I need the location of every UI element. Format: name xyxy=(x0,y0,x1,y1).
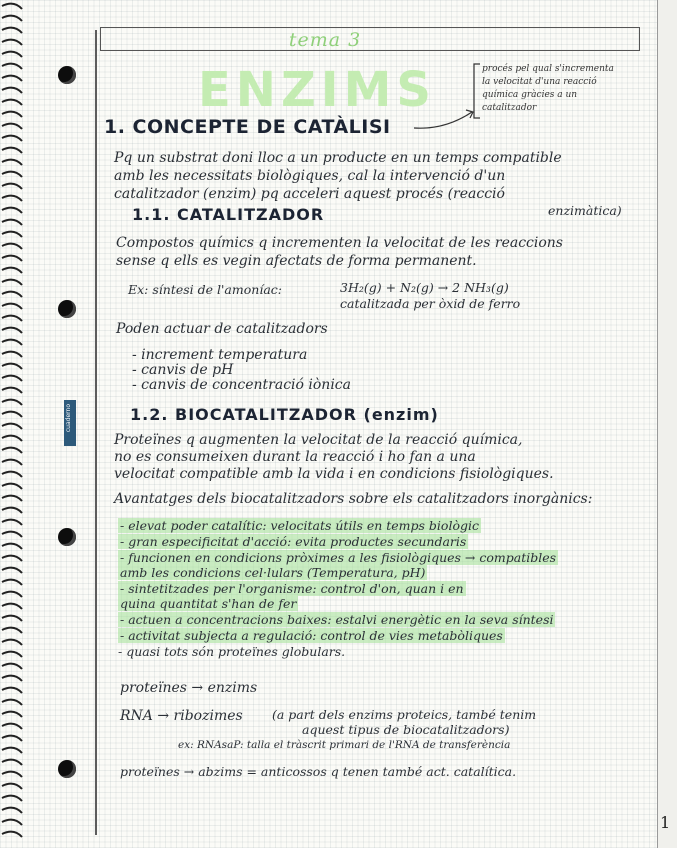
list-item: - increment temperatura xyxy=(132,347,308,363)
spiral-coil xyxy=(2,412,22,417)
spiral-coil xyxy=(2,808,22,813)
list-item xyxy=(118,612,555,627)
spiral-coil xyxy=(2,604,22,609)
list-item xyxy=(118,518,481,533)
spiral-coil xyxy=(2,88,22,93)
spiral-coil xyxy=(2,628,22,633)
spiral-coil xyxy=(2,400,22,405)
spiral-coil xyxy=(2,160,22,165)
spiral-coil xyxy=(2,304,22,309)
spiral-coil xyxy=(2,112,22,117)
spiral-coil xyxy=(2,580,22,585)
spiral-coil xyxy=(2,760,22,765)
spiral-coil xyxy=(2,484,22,489)
text-line: Compostos químics q incrementen la velocitat de les reaccions xyxy=(116,235,563,251)
side-note-line: química gràcies a un xyxy=(482,90,578,100)
text-line: no es consumeixen durant la reacció i ho fan a una xyxy=(114,449,476,465)
spiral-coil xyxy=(2,184,22,189)
spiral-coil xyxy=(2,124,22,129)
spiral-coil xyxy=(2,316,22,321)
spiral-coil xyxy=(2,16,22,21)
spiral-coil xyxy=(2,148,22,153)
spiral-coil xyxy=(2,268,22,273)
text-line: RNA → ribozimes xyxy=(120,708,243,724)
section-heading: 1. CONCEPTE DE CATÀLISI xyxy=(104,116,391,138)
spiral-coil xyxy=(2,376,22,381)
spiral-coil xyxy=(2,772,22,777)
highlighted-text: - elevat poder catalític: velocitats útils en temps biològic xyxy=(120,518,479,533)
spiral-coil xyxy=(2,328,22,333)
highlighted-text: - sintetitzades per l'organisme: control d'on, quan i en xyxy=(120,581,464,596)
text-line: proteïnes → abzims = anticossos q tenen també act. catalítica. xyxy=(120,764,517,779)
spiral-coil xyxy=(2,136,22,141)
spiral-coil xyxy=(2,472,22,477)
spiral-coil xyxy=(2,544,22,549)
list-item xyxy=(118,550,558,565)
spiral-coil xyxy=(2,388,22,393)
text-line: velocitat compatible amb la vida i en condicions fisiològiques. xyxy=(114,466,554,482)
spiral-coil xyxy=(2,796,22,801)
spiral-coil xyxy=(2,448,22,453)
spiral-coil xyxy=(2,508,22,513)
text-line: Proteïnes q augmenten la velocitat de la reacció química, xyxy=(114,432,523,448)
spiral-coil xyxy=(2,748,22,753)
text-line: Pq un substrat doni lloc a un producte en un temps compatible xyxy=(114,150,562,166)
spiral-coil xyxy=(2,736,22,741)
spiral-coil xyxy=(2,832,22,837)
spiral-coil xyxy=(2,640,22,645)
text-line: amb les necessitats biològiques, cal la intervenció d'un xyxy=(114,168,506,184)
spiral-coil xyxy=(2,4,22,9)
advantages-title: Avantatges dels biocatalitzadors sobre els catalitzadors inorgànics: xyxy=(114,491,593,507)
equation: 3H₂(g) + N₂(g) → 2 NH₃(g) xyxy=(340,280,509,295)
highlighted-text: - gran especificitat d'acció: evita productes secundaris xyxy=(120,534,467,549)
spiral-coil xyxy=(2,724,22,729)
text-line: proteïnes → enzims xyxy=(120,680,258,696)
spiral-coil xyxy=(2,424,22,429)
text-line: catalitzador (enzim) pq acceleri aquest procés (reacció xyxy=(114,186,505,202)
spiral-coil xyxy=(2,196,22,201)
spiral-coil xyxy=(2,64,22,69)
spiral-coil xyxy=(2,436,22,441)
spiral-coil xyxy=(2,172,22,177)
list-item xyxy=(118,534,468,549)
spiral-coil xyxy=(2,52,22,57)
spiral-coil xyxy=(2,820,22,825)
list-item xyxy=(118,628,505,643)
highlighted-text: - funcionen en condicions pròximes a les fisiològiques → compatibles xyxy=(120,550,557,565)
punch-hole xyxy=(58,300,76,318)
spiral-coil xyxy=(2,676,22,681)
list-item xyxy=(118,596,298,611)
spiral-coil xyxy=(2,784,22,789)
list-item xyxy=(118,581,466,596)
page-number: 1 xyxy=(660,813,671,832)
list-item: - canvis de pH xyxy=(132,362,234,378)
side-note-line: la velocitat d'una reacció xyxy=(482,77,597,87)
highlighted-text: - activitat subjecta a regulació: control de vies metabòliques xyxy=(120,628,503,643)
spiral-binding xyxy=(0,0,26,848)
brand-label: cuaderno xyxy=(65,404,72,433)
theme-title: tema 3 xyxy=(288,29,362,51)
spiral-coil xyxy=(2,700,22,705)
page-edge xyxy=(657,0,677,848)
spiral-coil xyxy=(2,28,22,33)
highlighted-text: quina quantitat s'han de fer xyxy=(120,596,297,611)
text-line: (a part dels enzims proteics, també tenim xyxy=(272,707,537,722)
spiral-coil xyxy=(2,688,22,693)
spiral-coil xyxy=(2,40,22,45)
spiral-coil xyxy=(2,712,22,717)
spiral-coil xyxy=(2,232,22,237)
spiral-coil xyxy=(2,340,22,345)
punch-hole xyxy=(58,66,76,84)
side-note-line: catalitzador xyxy=(482,103,537,113)
spiral-coil xyxy=(2,76,22,81)
spiral-coil xyxy=(2,592,22,597)
punch-hole xyxy=(58,528,76,546)
spiral-coil xyxy=(2,352,22,357)
side-note xyxy=(474,62,634,124)
spiral-coil xyxy=(2,208,22,213)
spiral-coil xyxy=(2,292,22,297)
spiral-coil xyxy=(2,256,22,261)
equation-note: catalitzada per òxid de ferro xyxy=(340,296,521,311)
spiral-coil xyxy=(2,220,22,225)
example-label: Ex: síntesi de l'amoníac: xyxy=(128,282,282,297)
list-item: - canvis de concentració iònica xyxy=(132,377,351,393)
list-item: - quasi tots són proteïnes globulars. xyxy=(118,644,346,659)
brand-tab xyxy=(64,400,76,446)
text-line: Poden actuar de catalitzadors xyxy=(116,321,328,337)
text-line: sense q ells es vegin afectats de forma permanent. xyxy=(116,253,477,269)
page-title: ENZIMS xyxy=(198,62,436,118)
spiral-coil xyxy=(2,460,22,465)
margin-line xyxy=(95,30,97,835)
punch-hole xyxy=(58,760,76,778)
subsection-heading: 1.1. CATALITZADOR xyxy=(132,205,325,224)
highlighted-text: - actuen a concentracions baixes: estalvi energètic en la seva síntesi xyxy=(120,612,554,627)
spiral-coil xyxy=(2,100,22,105)
text-line: aquest tipus de biocatalitzadors) xyxy=(302,722,510,737)
list-item xyxy=(118,565,427,580)
spiral-coil xyxy=(2,520,22,525)
text-line: enzimàtica) xyxy=(548,203,622,218)
spiral-coil xyxy=(2,556,22,561)
spiral-coil xyxy=(2,496,22,501)
side-note-line: procés pel qual s'incrementa xyxy=(482,64,614,74)
spiral-coil xyxy=(2,364,22,369)
spiral-coil xyxy=(2,616,22,621)
spiral-coil xyxy=(2,532,22,537)
spiral-coil xyxy=(2,652,22,657)
spiral-coil xyxy=(2,280,22,285)
spiral-coil xyxy=(2,664,22,669)
text-line: ex: RNAsaP: talla el tràscrit primari de l'RNA de transferència xyxy=(178,739,511,751)
spiral-coil xyxy=(2,568,22,573)
highlighted-text: amb les condicions cel·lulars (Temperatura, pH) xyxy=(120,565,426,580)
subsection-heading: 1.2. BIOCATALITZADOR (enzim) xyxy=(130,405,439,424)
spiral-coil xyxy=(2,244,22,249)
